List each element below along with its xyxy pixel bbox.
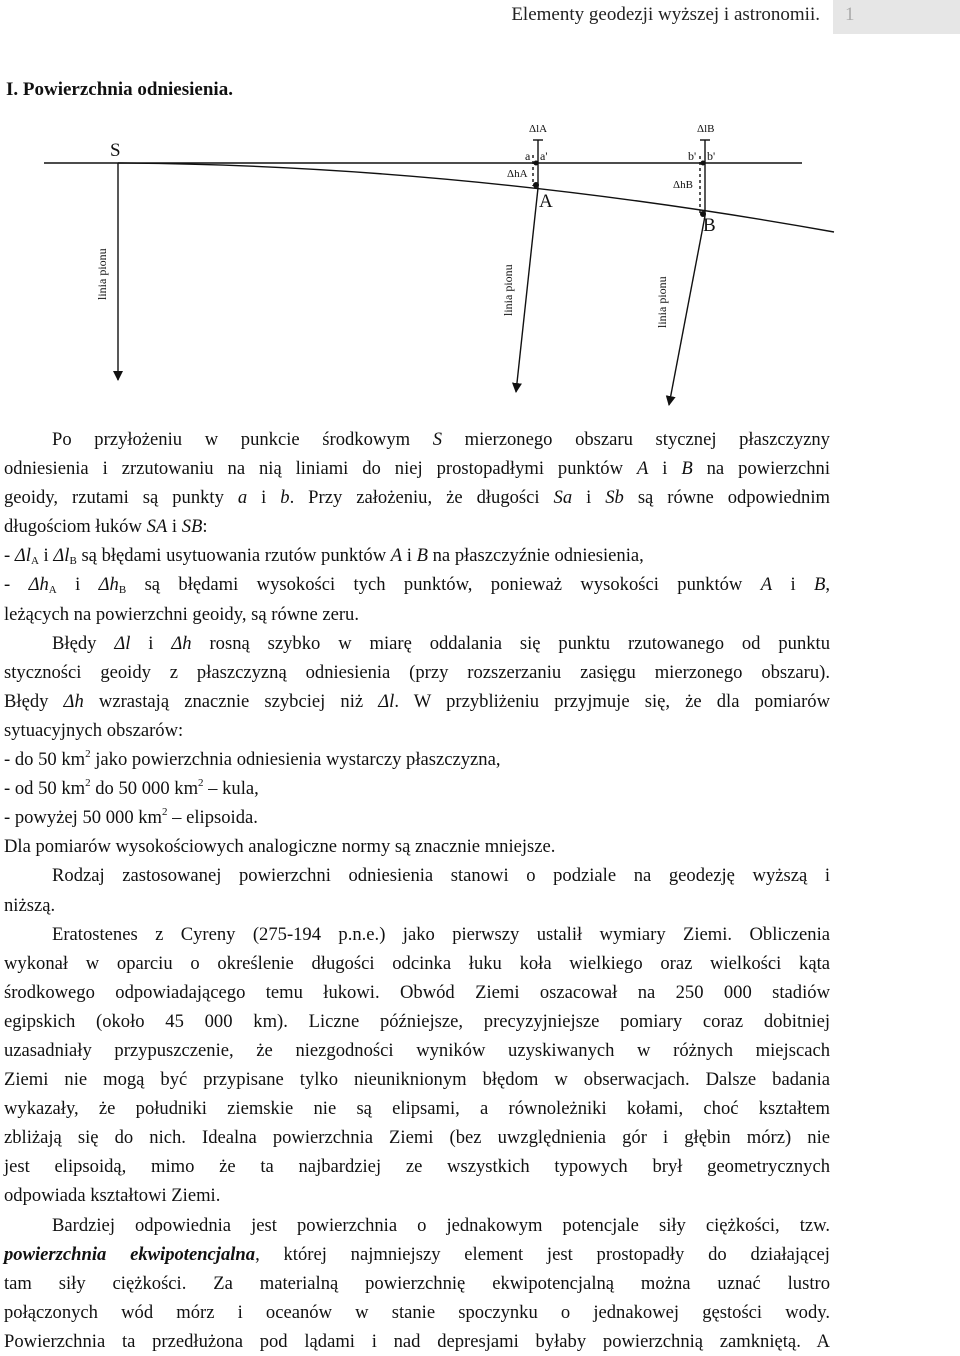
point-a-proj-marker	[534, 161, 539, 166]
text-line: uzasadniały przypuszczenie, że niezgodności wyników uzyskiwanych w różnych miejscach	[4, 1039, 830, 1061]
text-line: Dla pomiarów wysokościowych analogiczne normy są znacznie mniejsze.	[4, 836, 556, 858]
section-title: I. Powierzchnia odniesienia.	[6, 79, 233, 100]
text-line: Błędy Δl i Δh rosną szybko w miarę oddalania się punktu rzutowanego od punktu	[52, 632, 831, 654]
header-title: Elementy geodezji wyższej i astronomii.	[511, 4, 820, 25]
label-dl-a: ΔlA	[529, 123, 548, 135]
text-line: zbliżają się do nich. Idealna powierzchnia Ziemi (bez uwzględnienia gór i głębin mórz) nie	[4, 1127, 830, 1149]
plumb-line-b	[669, 216, 705, 405]
text-line: styczności geoidy z płaszczyzną odniesienia (przy rozszerzaniu zasięgu mierzonego obszaru).	[4, 661, 830, 683]
text-line: - powyżej 50 000 $km^2$ – elipsoida.	[4, 806, 258, 829]
text-line: wykonał w oparciu o określenie długości odcinka łuku koła wielkiego oraz wielkości kąta	[4, 952, 830, 974]
plumb-label-a: linia pionu	[501, 264, 515, 316]
text-line: leżących na powierzchni geoidy, są równe zeru.	[4, 603, 360, 625]
reference-surface-figure	[0, 110, 960, 410]
label-dl-b: ΔlB	[697, 123, 715, 135]
text-line: geoidy, rzutami są punkty a i b. Przy założeniu, że długości Sa i Sb są równe odpowiednim	[4, 487, 830, 509]
label-b: B	[703, 215, 716, 236]
plumb-label-b: linia pionu	[655, 276, 669, 328]
label-a-proj: a	[525, 149, 531, 163]
point-b-proj-marker	[701, 161, 706, 166]
text-line: odniesienia i zrzutowaniu na nią liniami do niej prostopadłymi punktów A i B na powierzchni	[4, 458, 830, 480]
text-line: Powierzchnia ta przedłużona pod lądami i nad depresjami byłaby powierzchnią zamkniętą. A	[4, 1330, 830, 1352]
point-a-marker	[533, 182, 539, 188]
text-line: - $\Delta h_A$ i $\Delta h_B$ są błędami wysokości tych punktów, ponieważ wysokości punktów A i B,	[4, 574, 831, 597]
label-b-prime: b'	[707, 149, 716, 163]
text-line: Eratostenes z Cyreny (275-194 p.n.e.) jako pierwszy ustalił wymiary Ziemi. Obliczenia	[52, 923, 830, 945]
text-line: długościom łuków SA i SB:	[4, 516, 208, 538]
text-line: powierzchnia ekwipotencjalna, której najmniejszy element jest prostopadły do działającej	[4, 1243, 830, 1265]
page-number-tab	[833, 0, 960, 34]
body-text	[4, 425, 830, 1356]
text-line: odpowiada kształtowi Ziemi.	[4, 1185, 221, 1207]
label-dh-a: ΔhA	[507, 168, 528, 180]
text-line: połączonych wód mórz i oceanów w stanie spoczynku o jednakowej gęstości wody.	[4, 1301, 830, 1323]
text-line: tam siły ciężkości. Za materialną powierzchnię ekwipotencjalną można uznać lustro	[4, 1272, 830, 1294]
text-line: jest elipsoidą, mimo że ta najbardziej ze wszystkich typowych brył geometrycznych	[4, 1156, 830, 1178]
label-a: A	[539, 191, 553, 212]
text-line: Rodzaj zastosowanej powierzchni odniesienia stanowi o podziale na geodezję wyższą i	[52, 865, 830, 887]
text-line: - do 50 $km^2$ jako powierzchnia odniesienia wystarczy płaszczyzna,	[4, 748, 501, 771]
text-line: sytuacyjnych obszarów:	[4, 719, 184, 741]
text-line: Ziemi nie mogą być przypisane tylko nieuniknionym błędom w obserwacjach. Dalsze badania	[4, 1069, 830, 1091]
label-dh-b: ΔhB	[673, 179, 693, 191]
plumb-line-a	[516, 188, 538, 392]
text-line: Bardziej odpowiednia jest powierzchnia o jednakowym potencjale siły ciężkości, tzw.	[52, 1214, 830, 1236]
page-number: 1	[845, 4, 855, 25]
text-line: - od 50 $km^2$ do 50 000 $km^2$ – kula,	[4, 777, 259, 800]
label-b-proj: b'	[688, 149, 697, 163]
label-a-prime: a'	[540, 149, 548, 163]
geoid-arc	[118, 163, 834, 232]
text-line: Po przyłożeniu w punkcie środkowym S mierzonego obszaru stycznej płaszczyzny	[52, 429, 830, 450]
text-line: egipskich (około 45 000 km). Liczne późniejsze, precyzyjniejsze pomiary coraz dobitniej	[4, 1010, 830, 1032]
text-line: środkowego odpowiadającego temu łukowi. Obwód Ziemi oszacował na 250 000 stadiów	[4, 981, 830, 1003]
label-s: S	[110, 140, 121, 161]
text-line: wykazały, że południki ziemskie nie są elipsami, a równoleżniki kołami, choć kształtem	[4, 1098, 830, 1120]
text-line: Błędy Δh wzrastają znacznie szybciej niż Δl. W przybliżeniu przyjmuje się, że dla pomiarów	[4, 690, 830, 712]
text-line: niższą.	[4, 894, 56, 916]
plumb-label-s: linia pionu	[95, 248, 109, 300]
text-line: - $\Delta l_A$ i $\Delta l_B$ są błędami usytuowania rzutów punktów A i B na płaszczyźnie odniesienia,	[4, 545, 644, 568]
